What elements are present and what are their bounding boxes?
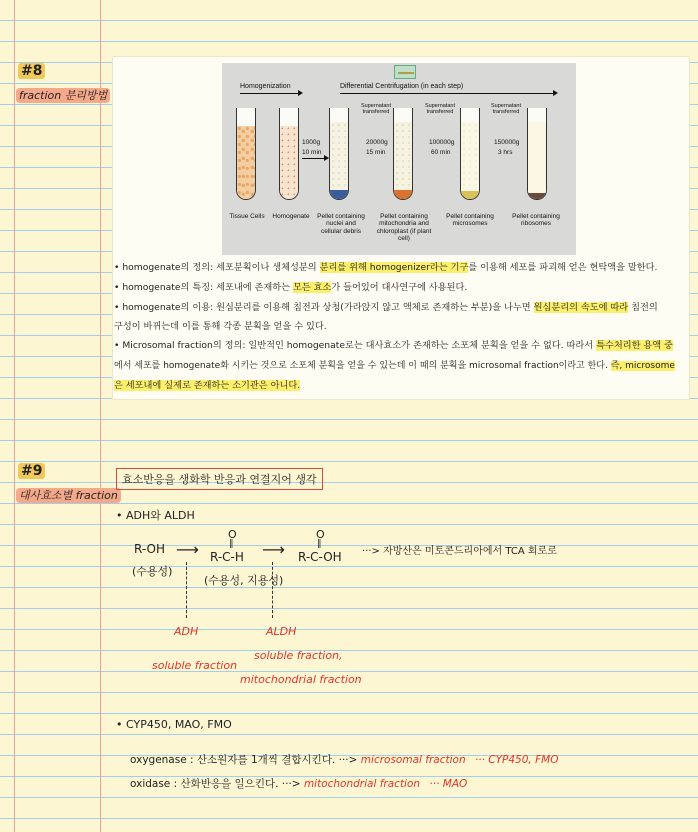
tube-microsomes-pellet xyxy=(460,108,480,200)
margin-line-right xyxy=(100,0,101,832)
tube-tissue-cells xyxy=(236,108,256,200)
caption-nuclei: Pellet containing nuclei and cellular debris xyxy=(317,213,365,235)
bullet-cyp-mao-fmo: • CYP450, MAO, FMO xyxy=(116,718,232,731)
adh-dashed-line xyxy=(186,562,187,618)
aldehyde-oxygen: O xyxy=(228,528,237,541)
aldehyde: R-C-H xyxy=(210,550,244,564)
note-homogenate-use-cont: 구성이 바뀌는데 이를 통해 각종 분획을 얻을 수 있다. xyxy=(114,321,327,332)
aldh-label: ALDH xyxy=(266,625,297,638)
section9-number: #9 xyxy=(18,460,45,479)
aldh-fraction-2: mitochondrial fraction xyxy=(240,673,362,686)
differential-arrow xyxy=(340,93,555,94)
oxygenase-enzymes: ··· CYP450, FMO xyxy=(474,754,559,766)
oxidase-fraction: mitochondrial fraction xyxy=(303,778,421,790)
tube-homogenate xyxy=(279,108,299,200)
boxed-title: 효소반응을 생화학 반응과 연결지어 생각 xyxy=(116,468,323,490)
section8-number: #8 xyxy=(18,60,45,79)
acid-double-bond: ‖ xyxy=(317,539,322,549)
aldehyde-properties: (수용성, 지용성) xyxy=(204,574,284,587)
tube-ribosomes-pellet xyxy=(527,108,547,200)
arrow-1: ⟶ xyxy=(176,540,199,559)
oxygenase-fraction: microsomal fraction xyxy=(360,754,466,766)
supernatant-1: Supernatant transferred xyxy=(361,103,391,116)
speed-4-time: 3 hrs xyxy=(498,149,513,156)
oxidase-line: oxidase : 산화반응을 일으킨다. ···> mitochondrial fraction ··· MAO xyxy=(130,778,468,790)
differential-arrow-head xyxy=(553,90,558,96)
alcohol-water-soluble: (수용성) xyxy=(132,565,173,578)
note-homogenate-use: • homogenate의 이용: 원심분리를 이용해 침전과 상청(가라앉지 않고 액체로 존재하는 부분)을 나누면 원심분리의 속도에 따라 침전의 xyxy=(114,302,658,313)
bullet-adh-aldh: • ADH와 ALDH xyxy=(116,509,195,522)
speed-4-g: 150000g xyxy=(494,139,520,146)
speed-3-g: 100000g xyxy=(429,139,455,146)
note-homogenate-definition: • homogenate의 정의: 세포분획이나 생체성분의 분리를 위해 homogenizer라는 기구를 이용해 세포를 파괴해 얻은 현탁액을 말한다. xyxy=(114,262,658,273)
tube-mitochondria-pellet xyxy=(393,108,413,200)
aldh-fraction-1: soluble fraction, xyxy=(254,649,343,662)
fatty-acid-note: ···> 자방산은 미토콘드리아에서 TCA 회로로 xyxy=(362,546,557,557)
supernatant-2: Supernatant transferred xyxy=(425,103,455,116)
homogenization-label: Homogenization xyxy=(240,83,291,90)
centrifugation-figure xyxy=(222,63,576,255)
note-homogenate-feature: • homogenate의 특징: 세포내에 존재하는 모든 효소가 들어있어 대사연구에 사용된다. xyxy=(114,282,468,293)
section8-label: fraction 분리방법 xyxy=(16,84,110,103)
centrifuge-icon xyxy=(394,65,416,79)
oxygenase-line: oxygenase : 산소원자를 1개씩 결합시킨다. ···> microsomal fraction ··· CYP450, FMO xyxy=(130,754,559,766)
section9-label: 대사효소별 fraction xyxy=(16,484,121,503)
adh-label: ADH xyxy=(174,625,199,638)
caption-tissue-cells: Tissue Cells xyxy=(229,213,265,220)
aldehyde-double-bond: ‖ xyxy=(229,539,234,549)
caption-ribosomes: Pellet containing ribosomes xyxy=(512,213,560,228)
adh-fraction: soluble fraction xyxy=(152,659,238,672)
speed-3-time: 60 min xyxy=(431,149,451,156)
caption-homogenate: Homogenate xyxy=(272,213,310,220)
oxidase-enzymes: ··· MAO xyxy=(429,778,468,790)
speed-1-g: 1000g xyxy=(302,139,321,146)
margin-line-left xyxy=(14,0,15,832)
note-microsomal-end: 은 세포내에 실제로 존재하는 소기관은 아니다. xyxy=(114,380,301,391)
alcohol: R-OH xyxy=(134,542,165,556)
caption-microsomes: Pellet containing microsomes xyxy=(446,213,494,228)
tube-nuclei-pellet xyxy=(329,108,349,200)
speed-2-time: 15 min xyxy=(366,149,386,156)
arrow-homogenate-to-1 xyxy=(302,158,326,159)
differential-label: Differential Centrifugation (in each step) xyxy=(340,83,464,90)
arrow-2: ⟶ xyxy=(262,540,285,559)
caption-mitochondria: Pellet containing mitochondria and chloroplast (if plant cell) xyxy=(376,213,432,243)
speed-2-g: 20000g xyxy=(366,139,388,146)
carboxylic-acid: R-C-OH xyxy=(298,550,342,564)
homogenization-arrow xyxy=(240,93,300,94)
note-microsomal-cont: 에서 세포를 homogenate화 시키는 것으로 소포체 분획을 얻을 수 있는데 이 때의 분획을 microsomal fraction이라고 한다. 즉, microsome xyxy=(114,361,675,371)
note-microsomal-definition: • Microsomal fraction의 정의: 일반적인 homogenate로는 대사효소가 존재하는 소포체 분획을 얻을 수 없다. 따라서 특수처리한 용액 중 xyxy=(114,340,673,351)
supernatant-3: Supernatant transferred xyxy=(491,103,521,116)
acid-oxygen: O xyxy=(316,528,325,541)
speed-1-time: 10 min xyxy=(302,149,322,156)
aldh-dashed-line xyxy=(272,562,273,618)
homogenization-arrow-head xyxy=(298,90,303,96)
